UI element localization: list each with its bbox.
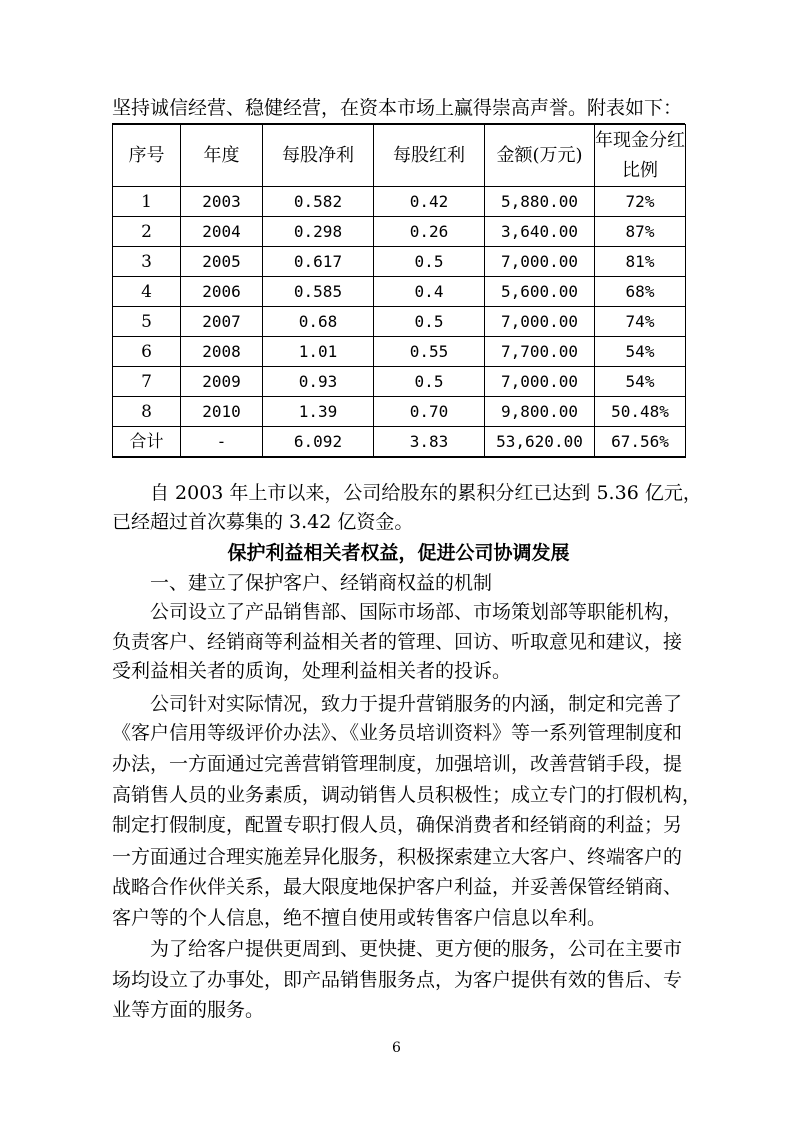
- header-cell: 年度: [181, 125, 263, 187]
- table-cell: 0.582: [263, 187, 374, 217]
- para1-line: 负责客户、经销商等利益相关者的管理、回访、听取意见和建议，接: [112, 631, 683, 653]
- table-cell: 3.83: [374, 427, 485, 458]
- intro-line: 坚持诚信经营、稳健经营，在资本市场上赢得崇高声誉。附表如下：: [112, 97, 683, 119]
- table-cell: 5: [113, 307, 181, 337]
- header-cell: 序号: [113, 125, 181, 187]
- table-cell: 0.4: [374, 277, 485, 307]
- para2-line: 客户等的个人信息，绝不擅自使用或转售客户信息以牟利。: [112, 907, 607, 929]
- table-row: [113, 187, 686, 217]
- para2-line: 办法，一方面通过完善营销管理制度，加强培训，改善营销手段，提: [112, 753, 683, 775]
- table-cell: 74%: [595, 307, 686, 337]
- table-row: [113, 397, 686, 427]
- table-cell: 9,800.00: [485, 397, 595, 427]
- para2-line: 公司针对实际情况，致力于提升营销服务的内涵，制定和完善了: [150, 693, 683, 715]
- page-number: 6: [392, 1040, 401, 1056]
- table-cell: 3: [113, 247, 181, 277]
- table-row: [113, 217, 686, 247]
- summary-line-2: 已经超过首次募集的 3.42 亿资金。: [112, 511, 414, 533]
- table-row: [113, 247, 686, 277]
- table-cell: 2006: [181, 277, 263, 307]
- table-cell: 7,700.00: [485, 337, 595, 367]
- table-row: [113, 367, 686, 397]
- table-cell: 0.70: [374, 397, 485, 427]
- header-cell: 每股红利: [374, 125, 485, 187]
- table-cell: -: [181, 427, 263, 458]
- table-cell: 2: [113, 217, 181, 247]
- dividend-table: [112, 124, 686, 458]
- para1-line: 公司设立了产品销售部、国际市场部、市场策划部等职能机构，: [150, 601, 683, 623]
- para3-line: 业等方面的服务。: [112, 999, 265, 1021]
- table-cell: 68%: [595, 277, 686, 307]
- table-cell: 4: [113, 277, 181, 307]
- para2-line: 高销售人员的业务素质，调动销售人员积极性；成立专门的打假机构，: [112, 784, 702, 806]
- table-cell: 7: [113, 367, 181, 397]
- table-cell: 2003: [181, 187, 263, 217]
- table-cell: 2009: [181, 367, 263, 397]
- table-cell: 1.01: [263, 337, 374, 367]
- para1-line: 受利益相关者的质询，处理利益相关者的投诉。: [112, 660, 512, 682]
- table-total-row: [113, 427, 686, 458]
- table-cell: 2010: [181, 397, 263, 427]
- table-cell: 2007: [181, 307, 263, 337]
- para2-line: 战略合作伙伴关系，最大限度地保护客户利益，并妥善保管经销商、: [112, 876, 683, 898]
- table-cell: 1.39: [263, 397, 374, 427]
- table-cell: 7,000.00: [485, 247, 595, 277]
- table-row: [113, 307, 686, 337]
- table-cell: 53,620.00: [485, 427, 595, 458]
- table-cell: 54%: [595, 337, 686, 367]
- table-row: [113, 277, 686, 307]
- table-cell: 2008: [181, 337, 263, 367]
- table-cell: 0.5: [374, 367, 485, 397]
- table-cell: 3,640.00: [485, 217, 595, 247]
- table-cell: 0.68: [263, 307, 374, 337]
- table-cell: 1: [113, 187, 181, 217]
- table-cell: 8: [113, 397, 181, 427]
- section-heading: 保护利益相关者权益，促进公司协调发展: [227, 542, 570, 564]
- header-cell: 年现金分红比例: [595, 125, 686, 187]
- summary-line-1: 自 2003 年上市以来，公司给股东的累积分红已达到 5.36 亿元，: [150, 482, 702, 504]
- table-cell: 54%: [595, 367, 686, 397]
- table-cell: 0.93: [263, 367, 374, 397]
- table-cell: 0.55: [374, 337, 485, 367]
- table-cell: 5,880.00: [485, 187, 595, 217]
- para2-line: 制定打假制度，配置专职打假人员，确保消费者和经销商的利益；另: [112, 814, 683, 836]
- table-cell: 5,600.00: [485, 277, 595, 307]
- table-cell: 0.617: [263, 247, 374, 277]
- subheading: 一、建立了保护客户、经销商权益的机制: [150, 572, 493, 594]
- table-cell: 50.48%: [595, 397, 686, 427]
- table-cell: 67.56%: [595, 427, 686, 458]
- table-header-row: [113, 125, 686, 187]
- table-cell: 6.092: [263, 427, 374, 458]
- table-cell: 0.5: [374, 307, 485, 337]
- table-cell: 0.298: [263, 217, 374, 247]
- table-cell: 7,000.00: [485, 367, 595, 397]
- table-cell: 合计: [113, 427, 181, 458]
- para3-line: 为了给客户提供更周到、更快捷、更方便的服务，公司在主要市: [150, 938, 683, 960]
- table-row: [113, 337, 686, 367]
- para3-line: 场均设立了办事处，即产品销售服务点，为客户提供有效的售后、专: [112, 969, 683, 991]
- table-cell: 0.5: [374, 247, 485, 277]
- table-cell: 7,000.00: [485, 307, 595, 337]
- para2-line: 《客户信用等级评价办法》、《业务员培训资料》等一系列管理制度和: [112, 722, 683, 744]
- table-cell: 0.42: [374, 187, 485, 217]
- table-cell: 81%: [595, 247, 686, 277]
- table-cell: 2004: [181, 217, 263, 247]
- table-cell: 0.585: [263, 277, 374, 307]
- header-cell: 每股净利: [263, 125, 374, 187]
- table-cell: 2005: [181, 247, 263, 277]
- header-cell: 金额(万元): [485, 125, 595, 187]
- para2-line: 一方面通过合理实施差异化服务，积极探索建立大客户、终端客户的: [112, 846, 683, 868]
- table-cell: 0.26: [374, 217, 485, 247]
- table-cell: 72%: [595, 187, 686, 217]
- table-cell: 6: [113, 337, 181, 367]
- table-cell: 87%: [595, 217, 686, 247]
